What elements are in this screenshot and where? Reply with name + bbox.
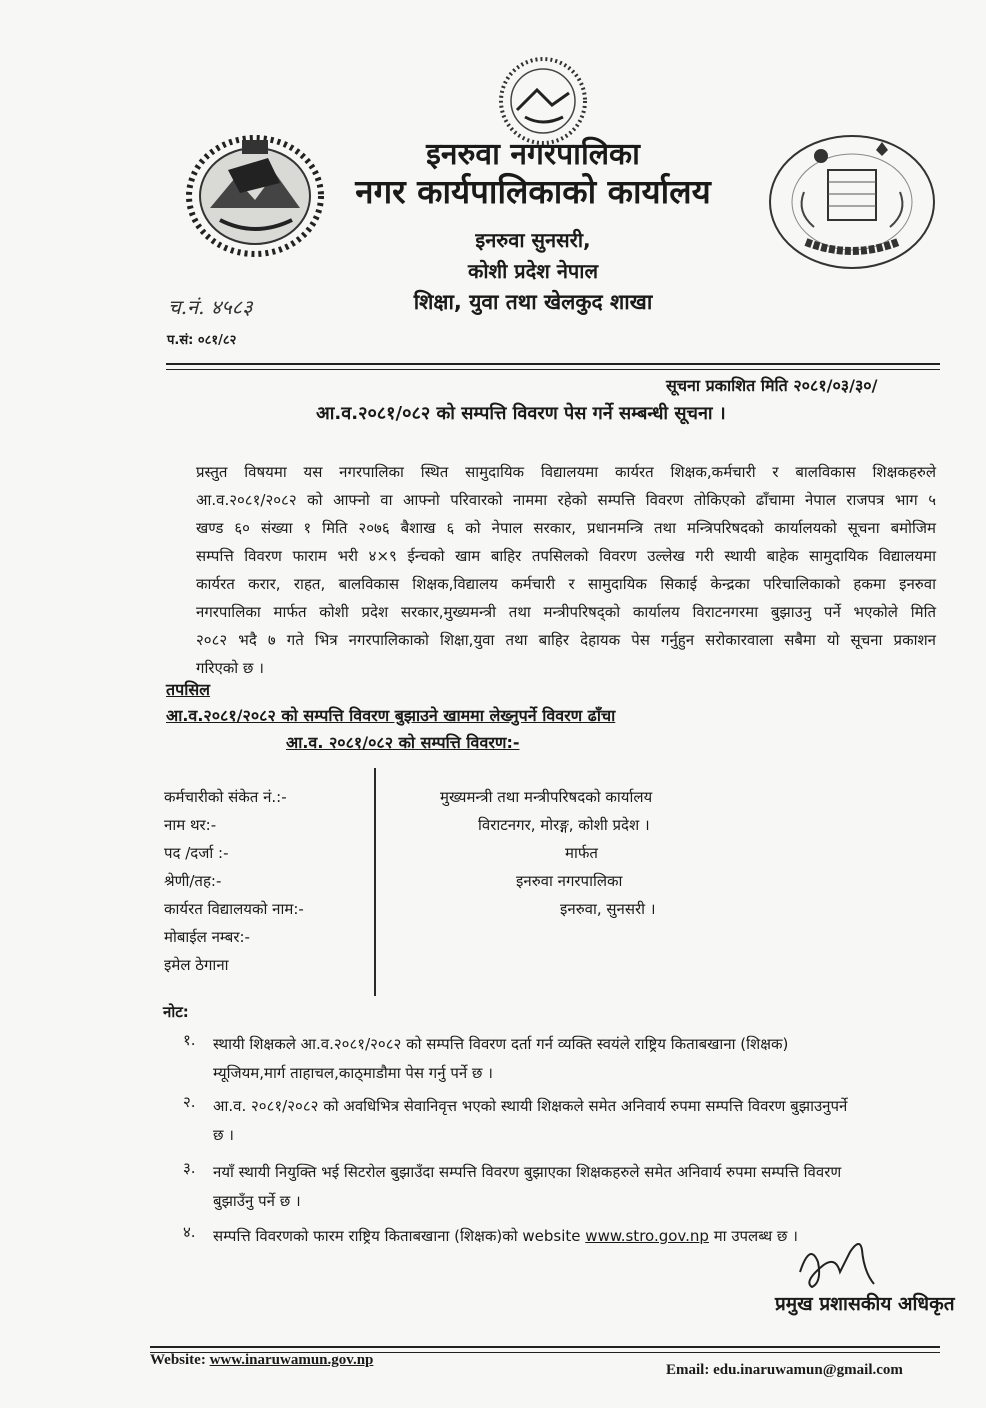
note-text: नयाँ स्थायी नियुक्ति भई सिटरोल बुझाउँदा सम्पत्ति विवरण बुझाएका शिक्षकहरुले समेत अनिवार्य रुपमा सम्पत्ति विवरण	[213, 1163, 842, 1181]
recipient-address	[440, 786, 700, 926]
field-label: मोबाईल नम्बर:-	[164, 928, 250, 946]
notice-body	[196, 458, 936, 682]
recipient-line: इनरुवा नगरपालिका	[516, 872, 623, 890]
body-line: खण्ड ६० संख्या १ मिति २०७६ बैशाख ६ को नेपाल सरकार, प्रधानमन्त्रि तथा मन्त्रिपरिषदको कार्यालयको सूचना बमोजिम	[196, 519, 936, 537]
notice-subject: आ.व.२०८१/०८२ को सम्पत्ति विवरण पेस गर्ने सम्बन्धी सूचना ।	[316, 403, 726, 424]
envelope-template-title: आ.व.२०८१/२०८२ को सम्पत्ति विवरण बुझाउने खाममा लेख्नुपर्ने विवरण ढाँचा	[166, 706, 616, 725]
dispatch-number: च.नं. ४५८३	[168, 295, 253, 319]
address-line-2: कोशी प्रदेश नेपाल	[467, 259, 599, 283]
fiscal-reference: प.सं: ०८१/८२	[167, 333, 237, 348]
email-label: Email:	[666, 1362, 714, 1378]
note-text: स्थायी शिक्षकले आ.व.२०८१/२०८२ को सम्पत्ति विवरण दर्ता गर्न व्यक्ति स्वयंले राष्ट्रिय किताबखाना (शिक्षक)	[213, 1035, 789, 1053]
note-number: १.	[183, 1031, 196, 1049]
signatory-title: प्रमुख प्रशासकीय अधिकृत	[775, 1293, 955, 1315]
note-number: २.	[183, 1093, 196, 1111]
footer-email	[666, 1362, 903, 1379]
field-label: कार्यरत विद्यालयको नाम:-	[164, 900, 304, 918]
form-title: आ.व. २०८१/०८२ को सम्पत्ति विवरण:-	[286, 733, 520, 752]
note-text: म्यूजियम,मार्ग ताहाचल,काठ्माडौमा पेस गर्नु पर्ने छ ।	[213, 1064, 493, 1082]
footer-website	[150, 1352, 373, 1369]
footer-rule	[150, 1346, 940, 1348]
note-text-suffix: मा उपलब्ध छ ।	[708, 1227, 798, 1245]
envelope-fields	[164, 786, 304, 982]
body-line: नगरपालिका मार्फत कोशी प्रदेश सरकार,मुख्यमन्त्री तथा मन्त्रीपरिषद्को कार्यालय विराटनगरमा बुझाउनु पर्ने भएकोले मिति	[196, 603, 936, 621]
recipient-line: विराटनगर, मोरङ्ग, कोशी प्रदेश ।	[478, 816, 650, 834]
body-line: कार्यरत करार, राहत, बालविकास शिक्षक,विद्यालय कर्मचारी र सामुदायिक सिकाई केन्द्रका परिचालिकाको हकमा इनरुवा	[196, 575, 936, 593]
email-link[interactable]: edu.inaruwamun@gmail.com	[713, 1362, 903, 1378]
field-label: कर्मचारीको संकेत नं.:-	[164, 788, 287, 806]
body-line: आ.व.२०८१/२०८२ को आफ्नो वा आफ्नो परिवारको नाममा रहेको सम्पत्ति विवरण तोकिएको ढाँचामा नेपाल राजपत्र भाग ५	[196, 491, 936, 509]
body-line: सम्पत्ति विवरण फाराम भरी ४×९ ईन्चको खाम बाहिर तपसिलको विवरण उल्लेख गरी स्थायी बाहेक सामुदायिक विद्यालयमा	[196, 547, 936, 565]
office-name: नगर कार्यपालिकाको कार्यालय	[355, 172, 711, 211]
note-text-prefix: सम्पत्ति विवरणको फारम राष्ट्रिय किताबखाना (शिक्षक)को website	[213, 1227, 586, 1245]
body-line: २०८२ भदै ७ गते भित्र नगरपालिकाको शिक्षा,युवा तथा बाहिर देहायक पेस गर्नुहुन सरोकारवाला सबैमा यो सूचना प्रकाशन	[196, 631, 936, 649]
note-text: आ.व. २०८१/२०८२ को अवधिभित्र सेवानिवृत्त भएको स्थायी शिक्षकले समेत अनिवार्य रुपमा सम्पत्ति विवरण बुझाउनुपर्ने	[213, 1097, 848, 1115]
header-rule	[166, 363, 940, 365]
field-label: इमेल ठेगाना	[164, 956, 229, 974]
publish-date: सूचना प्रकाशित मिति २०८१/०३/३०/	[666, 376, 878, 395]
note-number: ४.	[183, 1223, 196, 1241]
field-label: पद /दर्जा :-	[164, 844, 229, 862]
note-text: बुझाउँनु पर्ने छ ।	[213, 1192, 301, 1210]
recipient-line: इनरुवा, सुनसरी ।	[560, 900, 656, 918]
body-line: गरिएको छ ।	[196, 659, 264, 677]
divider-line	[374, 768, 376, 996]
note-number: ३.	[183, 1159, 196, 1177]
website-link[interactable]: www.inaruwamun.gov.np	[209, 1352, 374, 1368]
notes-heading: नोट:	[163, 1003, 189, 1021]
address-line-1: इनरुवा सुनसरी,	[475, 228, 591, 252]
body-line: प्रस्तुत विषयमा यस नगरपालिका स्थित सामुदायिक विद्यालयमा कार्यरत शिक्षक,कर्मचारी र बालविकास शिक्षकहरुले	[196, 463, 936, 481]
recipient-line: मुख्यमन्त्री तथा मन्त्रीपरिषदको कार्यालय	[440, 788, 653, 806]
note-text: छ ।	[213, 1126, 234, 1144]
website-label: Website:	[150, 1352, 210, 1368]
municipality-name: इनरुवा नगरपालिका	[426, 137, 640, 172]
branch-name: शिक्षा, युवा तथा खेलकुद शाखा	[413, 290, 653, 314]
field-label: नाम थर:-	[164, 816, 217, 834]
header-rule-thin	[166, 369, 940, 370]
recipient-line: मार्फत	[565, 844, 598, 862]
stro-website-link[interactable]: www.stro.gov.np	[585, 1227, 709, 1245]
field-label: श्रेणी/तह:-	[164, 872, 222, 890]
tapsil-heading: तपसिल	[166, 680, 211, 699]
